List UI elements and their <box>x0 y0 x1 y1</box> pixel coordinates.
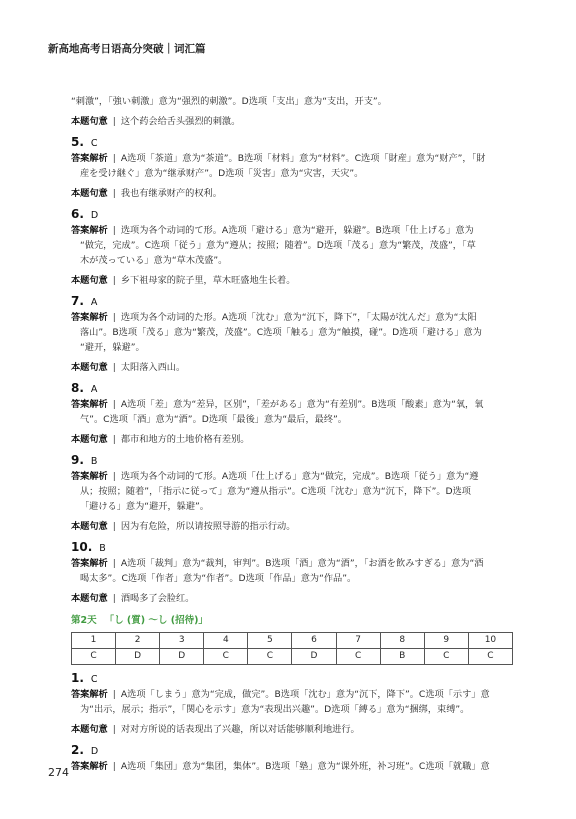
example-label: 本题句意 <box>71 362 108 373</box>
answer-table-answer: C <box>204 649 248 665</box>
answer-table-answer: B <box>380 649 424 665</box>
analysis-line <box>71 310 513 325</box>
answer-table-answer: C <box>336 649 380 665</box>
question-answer: C <box>90 674 98 685</box>
question-number-text: 9. <box>71 453 84 467</box>
example-text: 乡下祖母家的院子里，草木旺盛地生长着。 <box>120 275 296 286</box>
question-answer: A <box>90 297 98 308</box>
answer-table-number: 2 <box>116 633 160 649</box>
example-line <box>71 519 513 534</box>
analysis-text: A选项「裁判」意为“裁判，审判”。B选项「酒」意为“酒”，「お酒を飲みすぎる」意为“酒 <box>120 558 484 569</box>
analysis-line <box>71 469 513 484</box>
analysis-line <box>71 223 513 238</box>
answer-table-answer: C <box>468 649 512 665</box>
page-number: 274 <box>48 766 69 779</box>
answer-table-number-row <box>72 633 513 649</box>
answer-table-answer: C <box>72 649 116 665</box>
question-number-text: 8. <box>71 381 84 395</box>
answer-table-number: 1 <box>72 633 116 649</box>
question-list-day2 <box>71 671 513 774</box>
example-text: 因为有危险，所以请按照导游的指示行动。 <box>120 521 296 532</box>
analysis-label: 答案解析 <box>71 312 108 323</box>
analysis-line <box>71 151 513 166</box>
example-label: 本题句意 <box>71 275 108 286</box>
question-answer: B <box>90 456 98 467</box>
question-number <box>71 135 513 151</box>
analysis-text: 选项为各个动词的た形。A选项「沈む」意为“沉下，降下”，「太陽が沈んだ」意为“太阳 <box>120 312 477 323</box>
label-separator: | <box>112 116 116 127</box>
analysis-line <box>71 759 513 774</box>
question-number-text: 1. <box>71 671 84 685</box>
question-number-text: 2. <box>71 743 84 757</box>
question-number-text: 5. <box>71 135 84 149</box>
analysis-line <box>71 556 513 571</box>
example-text: 酒喝多了会脸红。 <box>120 593 195 604</box>
label-separator: | <box>112 399 116 410</box>
example-label: 本题句意 <box>71 724 108 735</box>
question-number <box>71 671 513 687</box>
analysis-text: A选项「しまう」意为“完成，做完”。B选项「沈む」意为“沉下，降下”。C选项「示す」意 <box>120 689 490 700</box>
page-header: 新高地高考日语高分突破｜词汇篇 <box>48 43 206 55</box>
answer-table-number: 5 <box>248 633 292 649</box>
example-text: 我也有继承财产的权利。 <box>120 188 222 199</box>
analysis-label: 答案解析 <box>71 399 108 410</box>
example-line <box>71 360 513 375</box>
label-separator: | <box>112 225 116 236</box>
label-separator: | <box>112 689 116 700</box>
label-separator: | <box>112 362 116 373</box>
answer-table-number: 9 <box>424 633 468 649</box>
question-answer: B <box>99 543 106 554</box>
question-number-text: 10. <box>71 540 93 554</box>
answer-table-number: 6 <box>292 633 336 649</box>
analysis-continuation: 落山”。B选项「茂る」意为“繁茂，茂盛”。C选项「触る」意为“触摸，碰”。D选项「避ける」意为 <box>80 327 482 338</box>
answer-table-number: 4 <box>204 633 248 649</box>
label-separator: | <box>112 434 116 445</box>
answer-table-answer: D <box>292 649 336 665</box>
question-answer: A <box>90 384 98 395</box>
answer-content <box>71 94 513 774</box>
label-separator: | <box>112 521 116 532</box>
answer-table-answer: D <box>160 649 204 665</box>
day-heading <box>71 613 513 628</box>
label-separator: | <box>112 724 116 735</box>
analysis-continuation: “做完，完成”。C选项「従う」意为“遵从；按照；随着”。D选项「茂る」意为“繁茂，茂盛”，「草 <box>80 240 476 251</box>
answer-table-number: 7 <box>336 633 380 649</box>
question-number <box>71 453 513 469</box>
example-line <box>71 273 513 288</box>
day-label: 第2天 <box>71 615 97 626</box>
label-separator: | <box>112 558 116 569</box>
question-number <box>71 207 513 223</box>
example-text: 这个药会给舌头强烈的刺激。 <box>120 116 241 127</box>
analysis-continuation: 从；按照；随着”，「指示に従って」意为“遵从指示”。C选项「沈む」意为“沉下，降下”。D选项 <box>80 486 471 497</box>
analysis-label: 答案解析 <box>71 471 108 482</box>
example-text: 对对方所说的话表现出了兴趣，所以对话能够顺利地进行。 <box>120 724 360 735</box>
answer-table-number: 3 <box>160 633 204 649</box>
question-number-text: 7. <box>71 294 84 308</box>
analysis-label: 答案解析 <box>71 689 108 700</box>
analysis-continuation: 「避ける」意为“避开，躲避”。 <box>80 501 209 512</box>
intro-example <box>71 114 513 129</box>
label-separator: | <box>112 275 116 286</box>
example-line <box>71 186 513 201</box>
day-title: 「し (質) ～し (招待)」 <box>104 615 208 626</box>
analysis-text: A选项「集団」意为“集团，集体”。B选项「塾」意为“课外班，补习班”。C选项「就職」意 <box>120 761 490 772</box>
label-separator: | <box>112 188 116 199</box>
analysis-text: 选项为各个动词的て形。A选项「避ける」意为“避开，躲避”。B选项「仕上げる」意为 <box>120 225 474 236</box>
example-line <box>71 722 513 737</box>
question-answer: D <box>90 746 99 757</box>
example-line <box>71 591 513 606</box>
label-separator: | <box>112 593 116 604</box>
label-separator: | <box>112 312 116 323</box>
question-answer: D <box>90 210 99 221</box>
answer-table-number: 10 <box>468 633 512 649</box>
analysis-continuation: 气”。C选项「酒」意为“酒”。D选项「最後」意为“最后，最终”。 <box>80 414 347 425</box>
example-text: 都市和地方的土地价格有差别。 <box>120 434 250 445</box>
answer-table-answer: D <box>116 649 160 665</box>
intro-line: “刺激”，「強い刺激」意为“强烈的刺激”。D选项「支出」意为“支出，开支”。 <box>71 96 387 107</box>
label-separator: | <box>112 471 116 482</box>
example-label: 本题句意 <box>71 521 108 532</box>
example-label: 本题句意 <box>71 593 108 604</box>
question-answer: C <box>90 138 98 149</box>
question-list-day1 <box>71 135 513 606</box>
example-text: 太阳落入西山。 <box>120 362 186 373</box>
analysis-continuation: 木が茂っている」意为“草木茂盛”。 <box>80 255 228 266</box>
label-separator: | <box>112 761 116 772</box>
analysis-continuation: 为“出示，展示；指示”，「関心を示す」意为“表现出兴趣”。D选项「縛る」意为“捆绑，束缚”。 <box>80 704 470 715</box>
answer-table-number: 8 <box>380 633 424 649</box>
analysis-text: A选项「茶道」意为“茶道”。B选项「材料」意为“材料”。C选项「財産」意为“财产”，「財 <box>120 153 486 164</box>
analysis-label: 答案解析 <box>71 558 108 569</box>
analysis-continuation: 喝太多”。C选项「作者」意为“作者”。D选项「作品」意为“作品”。 <box>80 573 357 584</box>
analysis-label: 答案解析 <box>71 153 108 164</box>
analysis-line <box>71 687 513 702</box>
analysis-text: A选项「差」意为“差异，区别”，「差がある」意为“有差别”。B选项「酸素」意为“氧，氧 <box>120 399 484 410</box>
answer-table-answer: C <box>248 649 292 665</box>
question-number <box>71 381 513 397</box>
analysis-line <box>71 397 513 412</box>
question-number-text: 6. <box>71 207 84 221</box>
label-separator: | <box>112 153 116 164</box>
analysis-continuation: 産を受け継ぐ」意为“继承财产”。D选项「災害」意为“灾害，天灾”。 <box>80 168 364 179</box>
example-label: 本题句意 <box>71 434 108 445</box>
answer-table-answer: C <box>424 649 468 665</box>
answer-table-answer-row <box>72 649 513 665</box>
answer-table <box>71 632 513 665</box>
analysis-label: 答案解析 <box>71 225 108 236</box>
analysis-continuation: “避开，躲避”。 <box>80 342 145 353</box>
example-label: 本题句意 <box>71 116 108 127</box>
analysis-text: 选项为各个动词的て形。A选项「仕上げる」意为“做完，完成”。B选项「従う」意为“遵 <box>120 471 479 482</box>
question-number <box>71 294 513 310</box>
question-number <box>71 540 513 556</box>
analysis-label: 答案解析 <box>71 761 108 772</box>
example-label: 本题句意 <box>71 188 108 199</box>
question-number <box>71 743 513 759</box>
example-line <box>71 432 513 447</box>
